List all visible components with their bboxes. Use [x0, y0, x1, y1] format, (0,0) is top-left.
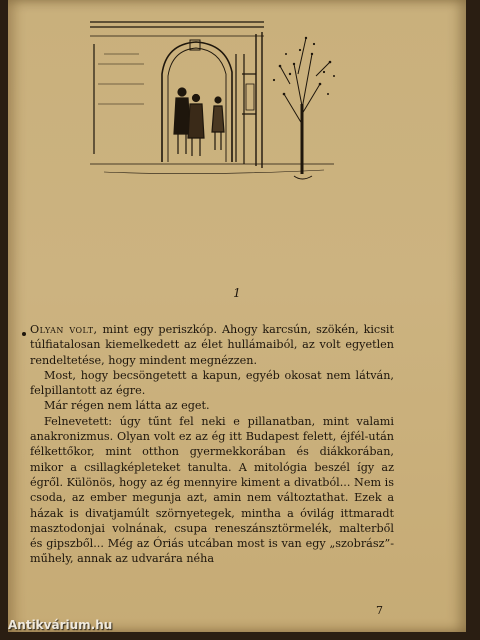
chapter-number: 1 — [233, 286, 241, 300]
paragraph-mark — [22, 332, 26, 336]
page-number: 7 — [376, 604, 383, 617]
paragraph-lead: Olyan volt, — [30, 323, 98, 336]
paragraph — [30, 322, 394, 368]
watermark: Antikvárium.hu — [8, 618, 113, 632]
paragraph: Már régen nem látta az eget. — [44, 399, 210, 413]
paragraph-text: mint egy periszkóp. Ahogy karcsún, szökén, kicsit túlfiatalosan kiemelkedett az élet hullámaiból, az volt egyetlen rendeltetése, hogy mindent megnézzen. — [30, 323, 395, 367]
paragraph: Felnevetett: úgy tűnt fel neki e pillanatban, mint valami anakronizmus. Olyan volt ez az ég itt Budapest felett, éjfél-után félkettőkor, mint otthon gyermekkorában és diákkorában, mikor a csillagképleteket tanulta. A mitológia beszél így az égről. Különös, hogy az ég mennyire kiment a divatból... Nem is csoda, az ember megunja azt, amin nem változtathat. Ezek a házak is divatjamúlt szörnyetegek, mintha a óvilág ittmaradt masztodonjai volnának, csupa reneszánsztörmelék, malterből és gipszből... Még az Óriás utcában most is van egy „szobrász”-műhely, annak az udvarára néha — [30, 414, 394, 566]
body-text — [30, 322, 394, 567]
book-page — [8, 0, 466, 632]
street-scene-illustration — [84, 14, 352, 194]
paragraph: Most, hogy becsöngetett a kapun, egyéb okosat nem látván, felpillantott az égre. — [30, 368, 394, 398]
